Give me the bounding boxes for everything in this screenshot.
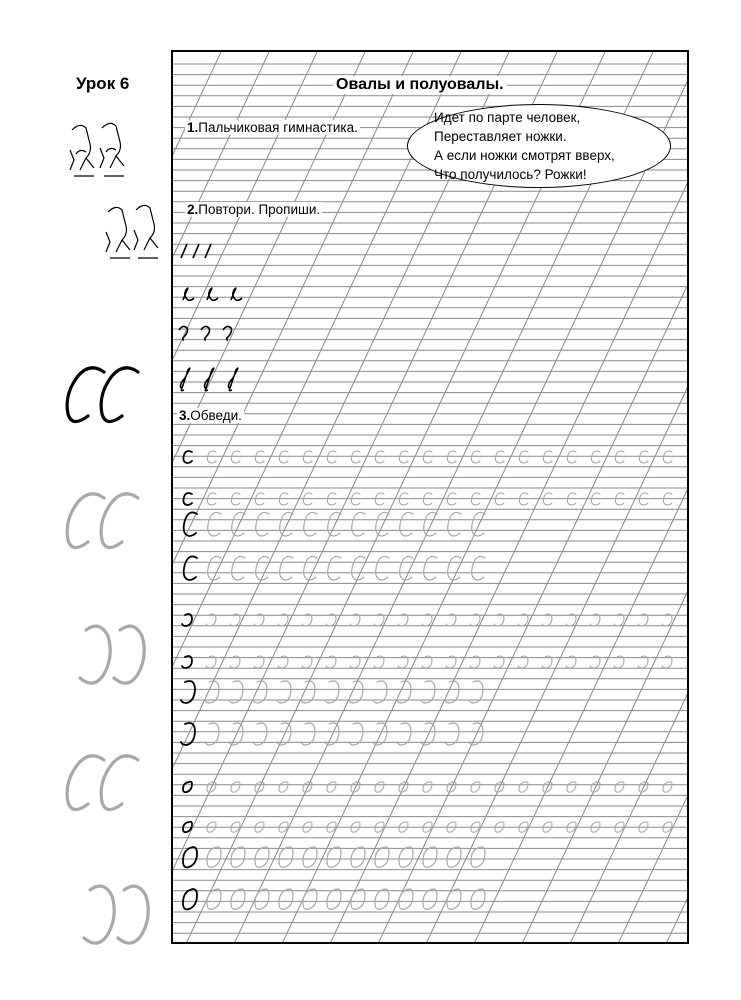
practice-letter xyxy=(472,556,485,580)
practice-letter xyxy=(447,451,456,463)
practice-letter xyxy=(206,614,216,626)
practice-letter xyxy=(255,889,269,909)
page-title: Овалы и полуовалы. xyxy=(333,76,507,94)
slant-line xyxy=(173,52,509,944)
practice-letter xyxy=(232,556,245,580)
slant-line xyxy=(665,52,689,944)
practice-stroke xyxy=(207,288,218,300)
practice-letter xyxy=(279,889,293,909)
practice-letter xyxy=(255,847,269,867)
practice-letter xyxy=(183,889,197,909)
practice-letter xyxy=(399,847,413,867)
poem-line: Переставляет ножки. xyxy=(434,129,567,144)
practice-letter xyxy=(471,782,480,792)
practice-letter xyxy=(423,847,437,867)
task-2-text: Повтори. Пропиши. xyxy=(198,202,321,217)
practice-letter xyxy=(447,889,461,909)
practice-letter xyxy=(375,782,384,792)
practice-letter xyxy=(542,614,552,626)
practice-letter xyxy=(423,782,432,792)
practice-letter xyxy=(349,723,363,745)
practice-letter xyxy=(183,451,192,463)
practice-letter xyxy=(567,782,576,792)
practice-stroke xyxy=(231,288,242,300)
margin-illustrations xyxy=(60,110,170,950)
practice-letter xyxy=(351,451,360,463)
practice-letter xyxy=(495,451,504,463)
practice-letter xyxy=(471,847,485,867)
task-1-number: 1. xyxy=(187,120,199,135)
practice-letter xyxy=(519,782,528,792)
practice-stroke xyxy=(193,244,199,258)
finger-gymnastics-illustration xyxy=(106,205,158,258)
practice-letter xyxy=(445,723,459,745)
practice-letter xyxy=(567,451,576,463)
practice-letter xyxy=(519,451,528,463)
practice-letter xyxy=(277,723,291,745)
practice-letter xyxy=(229,723,243,745)
practice-letter xyxy=(327,451,336,463)
slant-line xyxy=(173,52,221,944)
practice-letter xyxy=(423,889,437,909)
task-3-number: 3. xyxy=(179,408,191,423)
practice-letter xyxy=(471,451,480,463)
practice-stroke xyxy=(201,326,210,340)
practice-letter xyxy=(518,614,528,626)
practice-letter xyxy=(205,723,219,745)
practice-letter xyxy=(327,847,341,867)
poem-line: А если ножки смотрят вверх, xyxy=(434,148,615,163)
practice-letter xyxy=(398,614,408,626)
ruled-grid xyxy=(173,52,689,944)
practice-letter xyxy=(375,847,389,867)
finger-gymnastics-illustration xyxy=(70,123,124,176)
practice-letter xyxy=(351,889,365,909)
copybook-sheet xyxy=(171,50,689,944)
task-2-number: 2. xyxy=(187,202,199,217)
poem-line: Что получилось? Рожки! xyxy=(434,167,587,182)
task-1-text: Пальчиковая гимнастика. xyxy=(198,120,358,135)
practice-letter xyxy=(183,782,192,792)
practice-letter xyxy=(399,451,408,463)
task-2-label xyxy=(185,202,322,217)
practice-stroke xyxy=(179,326,188,340)
practice-stroke xyxy=(181,244,187,258)
practice-letter xyxy=(303,451,312,463)
practice-letter xyxy=(184,556,197,580)
practice-letter xyxy=(423,451,432,463)
practice-letter xyxy=(253,723,267,745)
practice-letter xyxy=(279,782,288,792)
practice-letter xyxy=(325,723,339,745)
practice-letter xyxy=(615,782,624,792)
practice-letter xyxy=(279,847,293,867)
task-1-label xyxy=(185,120,360,135)
practice-letter xyxy=(255,451,264,463)
practice-letter xyxy=(639,451,648,463)
practice-letter xyxy=(303,889,317,909)
practice-letter xyxy=(278,614,288,626)
practice-letter xyxy=(352,512,365,536)
practice-letter xyxy=(376,556,389,580)
practice-letter xyxy=(663,451,672,463)
poem-line: Идет по парте человек, xyxy=(434,110,581,125)
practice-letter xyxy=(447,847,461,867)
practice-letter xyxy=(446,614,456,626)
practice-letter xyxy=(397,723,411,745)
practice-letter xyxy=(182,614,192,626)
practice-letter xyxy=(591,451,600,463)
practice-letter xyxy=(230,614,240,626)
practice-letter xyxy=(350,614,360,626)
practice-letter xyxy=(302,614,312,626)
practice-letter xyxy=(231,451,240,463)
slant-line xyxy=(173,52,365,944)
practice-letter xyxy=(231,847,245,867)
practice-letter xyxy=(327,782,336,792)
practice-letter xyxy=(279,451,288,463)
slant-line xyxy=(173,52,461,944)
practice-letter xyxy=(494,614,504,626)
practice-letter xyxy=(208,512,221,536)
practice-letter xyxy=(181,723,195,745)
practice-letter xyxy=(469,723,483,745)
task-3-text: Обведи. xyxy=(190,408,242,423)
practice-letter xyxy=(207,889,221,909)
lesson-label: Урок 6 xyxy=(76,74,130,93)
practice-letter xyxy=(183,847,197,867)
practice-letter xyxy=(638,614,648,626)
practice-letter xyxy=(662,614,672,626)
task-3-label xyxy=(177,408,244,423)
slant-line xyxy=(173,52,317,944)
practice-letter xyxy=(327,889,341,909)
practice-letter xyxy=(400,512,413,536)
practice-letter xyxy=(424,556,437,580)
practice-stroke xyxy=(183,288,194,300)
slant-line xyxy=(173,52,413,944)
practice-letter xyxy=(301,723,315,745)
practice-letter xyxy=(471,889,485,909)
practice-letter xyxy=(303,847,317,867)
practice-letter xyxy=(374,614,384,626)
poem-bubble xyxy=(407,104,671,188)
practice-letter xyxy=(375,889,389,909)
slant-line xyxy=(281,52,689,944)
practice-letter xyxy=(399,889,413,909)
practice-letter xyxy=(590,614,600,626)
margin-letters xyxy=(67,368,148,943)
practice-letter xyxy=(375,451,384,463)
practice-letter xyxy=(231,782,240,792)
practice-letter xyxy=(566,614,576,626)
practice-letter xyxy=(373,723,387,745)
practice-letter xyxy=(254,614,264,626)
practice-letter xyxy=(256,512,269,536)
practice-letter xyxy=(470,614,480,626)
practice-letter xyxy=(304,512,317,536)
practice-letter xyxy=(663,782,672,792)
practice-letter xyxy=(448,512,461,536)
practice-letter xyxy=(615,451,624,463)
practice-stroke xyxy=(205,244,211,258)
practice-letter xyxy=(207,847,221,867)
practice-letter xyxy=(543,451,552,463)
practice-letter xyxy=(328,556,341,580)
slant-line xyxy=(617,52,689,944)
practice-letter xyxy=(207,451,216,463)
practice-letter xyxy=(326,614,336,626)
practice-letter xyxy=(614,614,624,626)
practice-letter xyxy=(351,847,365,867)
practice-letter xyxy=(231,889,245,909)
practice-letter xyxy=(422,614,432,626)
slant-line xyxy=(233,52,653,944)
practice-letter xyxy=(421,723,435,745)
practice-letter xyxy=(280,556,293,580)
